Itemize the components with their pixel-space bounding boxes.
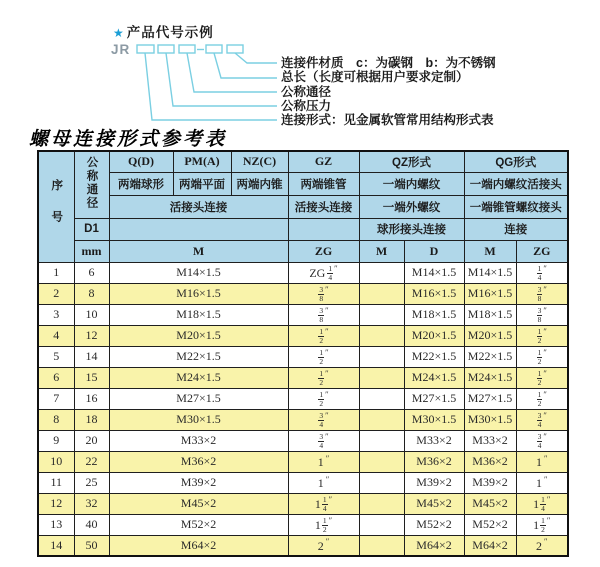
cell-thread-m: M39×2 xyxy=(109,472,288,493)
cell-seq: 7 xyxy=(38,388,74,409)
cell-dn-mm: 16 xyxy=(74,388,109,409)
cell-qz-m xyxy=(359,535,404,556)
cell-qz-d: M30×1.5 xyxy=(404,409,464,430)
cell-qg-zg: $\frac{1}{2}$ ″ xyxy=(516,346,568,367)
cell-dn-mm: 18 xyxy=(74,409,109,430)
header-spherical-joint: 球形接头连接 xyxy=(359,218,464,240)
cell-gz-zg: $\frac{1}{2}$ ″ xyxy=(288,346,359,367)
product-code-prefix: JR xyxy=(111,42,131,57)
cell-dn-mm: 25 xyxy=(74,472,109,493)
cell-qg-zg: 1 $\frac{1}{4}$ ″ xyxy=(516,493,568,514)
cell-qg-m: M18×1.5 xyxy=(464,304,516,325)
cell-thread-m: M20×1.5 xyxy=(109,325,288,346)
cell-qz-m xyxy=(359,388,404,409)
cell-qz-d: M24×1.5 xyxy=(404,367,464,388)
header-nominal-text: 公称通径 xyxy=(85,156,98,211)
header-empty-gz xyxy=(288,218,359,240)
header-ends-qz: 一端内螺纹 xyxy=(359,172,464,195)
table-title: 螺母连接形式参考表 xyxy=(29,129,228,150)
cell-gz-zg: 1 $\frac{1}{4}$ ″ xyxy=(288,493,359,514)
cell-qg-m: M22×1.5 xyxy=(464,346,516,367)
header-external-thread: 一端外螺纹 xyxy=(359,195,464,218)
cell-seq: 13 xyxy=(38,514,74,535)
cell-qz-m xyxy=(359,367,404,388)
cell-dn-mm: 40 xyxy=(74,514,109,535)
cell-dn-mm: 32 xyxy=(74,493,109,514)
header-union-connection-gz: 活接头连接 xyxy=(288,195,359,218)
header-group-qd: Q(D) xyxy=(109,151,173,172)
header-group-pma: PM(A) xyxy=(173,151,231,172)
cell-qz-m xyxy=(359,409,404,430)
header-seq-text: 序号 xyxy=(50,178,63,242)
cell-qz-d: M52×2 xyxy=(404,514,464,535)
code-box-2 xyxy=(158,45,174,53)
cell-gz-zg: 1 ″ xyxy=(288,451,359,472)
cell-qz-d: M22×1.5 xyxy=(404,346,464,367)
connector-pressure xyxy=(166,53,277,106)
cell-gz-zg: $\frac{3}{8}$ ″ xyxy=(288,283,359,304)
cell-dn-mm: 50 xyxy=(74,535,109,556)
header-unit-qg-m: M xyxy=(464,240,516,262)
cell-seq: 1 xyxy=(38,262,74,283)
label-connection-form: 连接形式：见金属软管常用结构形式表 xyxy=(281,113,494,127)
cell-dn-mm: 14 xyxy=(74,346,109,367)
cell-qg-zg: $\frac{3}{8}$ ″ xyxy=(516,283,568,304)
cell-qg-zg: $\frac{1}{2}$ ″ xyxy=(516,367,568,388)
cell-qg-m: M27×1.5 xyxy=(464,388,516,409)
cell-gz-zg: $\frac{1}{2}$ ″ xyxy=(288,325,359,346)
cell-qz-d: M18×1.5 xyxy=(404,304,464,325)
cell-qz-m xyxy=(359,472,404,493)
header-unit-qz-d: D xyxy=(404,240,464,262)
cell-qz-m xyxy=(359,514,404,535)
cell-qg-m: M30×1.5 xyxy=(464,409,516,430)
table-row xyxy=(38,346,568,367)
cell-seq: 14 xyxy=(38,535,74,556)
cell-qz-m xyxy=(359,304,404,325)
cell-dn-mm: 22 xyxy=(74,451,109,472)
cell-qz-m xyxy=(359,451,404,472)
header-taper-thread-joint: 一端锥管螺纹接头 xyxy=(464,195,568,218)
cell-gz-zg: 2 ″ xyxy=(288,535,359,556)
table-row xyxy=(38,472,568,493)
cell-qz-m xyxy=(359,262,404,283)
header-ends-nzc: 两端内锥 xyxy=(231,172,288,195)
code-box-1 xyxy=(137,45,154,53)
cell-qg-m: M14×1.5 xyxy=(464,262,516,283)
table-row xyxy=(38,262,568,283)
header-group-qg: QG形式 xyxy=(464,151,568,172)
header-group-qz: QZ形式 xyxy=(359,151,464,172)
header-connection: 连接 xyxy=(464,218,568,240)
cell-dn-mm: 20 xyxy=(74,430,109,451)
cell-seq: 10 xyxy=(38,451,74,472)
cell-qg-m: M39×2 xyxy=(464,472,516,493)
cell-gz-zg: ZG $\frac{1}{4}$ ″ xyxy=(288,262,359,283)
cell-gz-zg: 1 ″ xyxy=(288,472,359,493)
cell-thread-m: M24×1.5 xyxy=(109,367,288,388)
cell-gz-zg: 1 $\frac{1}{2}$ ″ xyxy=(288,514,359,535)
header-empty-left xyxy=(109,218,288,240)
table-row xyxy=(38,304,568,325)
cell-qg-m: M24×1.5 xyxy=(464,367,516,388)
header-unit-qz-m: M xyxy=(359,240,404,262)
cell-qz-d: M16×1.5 xyxy=(404,283,464,304)
cell-thread-m: M52×2 xyxy=(109,514,288,535)
header-nominal-diameter xyxy=(74,151,109,218)
header-seq xyxy=(38,151,74,262)
cell-qz-m xyxy=(359,430,404,451)
cell-qg-zg: $\frac{1}{2}$ ″ xyxy=(516,388,568,409)
header-unit-m: M xyxy=(109,240,288,262)
cell-qz-m xyxy=(359,325,404,346)
cell-qg-m: M20×1.5 xyxy=(464,325,516,346)
header-mm: mm xyxy=(74,240,109,262)
cell-qg-zg: 2 ″ xyxy=(516,535,568,556)
header-group-nzc: NZ(C) xyxy=(231,151,288,172)
header-group-gz: GZ xyxy=(288,151,359,172)
table-row xyxy=(38,493,568,514)
cell-qg-zg: $\frac{1}{2}$ ″ xyxy=(516,325,568,346)
cell-qg-m: M33×2 xyxy=(464,430,516,451)
cell-dn-mm: 12 xyxy=(74,325,109,346)
cell-seq: 12 xyxy=(38,493,74,514)
table-row xyxy=(38,535,568,556)
label-nominal-pressure: 公称压力 xyxy=(281,99,332,113)
cell-seq: 3 xyxy=(38,304,74,325)
cell-qg-m: M36×2 xyxy=(464,451,516,472)
cell-dn-mm: 10 xyxy=(74,304,109,325)
cell-qz-d: M36×2 xyxy=(404,451,464,472)
cell-thread-m: M36×2 xyxy=(109,451,288,472)
cell-seq: 11 xyxy=(38,472,74,493)
code-box-5 xyxy=(227,45,243,53)
cell-thread-m: M22×1.5 xyxy=(109,346,288,367)
label-total-length: 总长（长度可根据用户要求定制） xyxy=(281,70,469,84)
table-body xyxy=(38,262,568,556)
cell-qg-zg: 1 $\frac{1}{2}$ ″ xyxy=(516,514,568,535)
label-material: 连接件材质 c：为碳钢 b：为不锈钢 xyxy=(281,56,496,70)
connector-length xyxy=(214,53,277,78)
cell-seq: 4 xyxy=(38,325,74,346)
cell-qg-zg: $\frac{3}{4}$ ″ xyxy=(516,430,568,451)
cell-qz-m xyxy=(359,346,404,367)
table-row xyxy=(38,388,568,409)
cell-qg-zg: 1 ″ xyxy=(516,472,568,493)
cell-qz-m xyxy=(359,493,404,514)
header-unit-qg-zg: ZG xyxy=(516,240,568,262)
cell-thread-m: M27×1.5 xyxy=(109,388,288,409)
star-icon: ★ xyxy=(113,26,125,40)
cell-dn-mm: 6 xyxy=(74,262,109,283)
cell-qz-d: M64×2 xyxy=(404,535,464,556)
table-row xyxy=(38,367,568,388)
table-row xyxy=(38,409,568,430)
cell-seq: 2 xyxy=(38,283,74,304)
table-row xyxy=(38,283,568,304)
table-row xyxy=(38,514,568,535)
header-d1: D1 xyxy=(74,218,109,240)
cell-qz-d: M20×1.5 xyxy=(404,325,464,346)
header-ends-pma: 两端平面 xyxy=(173,172,231,195)
table-row xyxy=(38,451,568,472)
cell-gz-zg: $\frac{1}{2}$ ″ xyxy=(288,388,359,409)
cell-qz-d: M39×2 xyxy=(404,472,464,493)
table-header xyxy=(38,151,568,262)
cell-thread-m: M16×1.5 xyxy=(109,283,288,304)
cell-gz-zg: $\frac{1}{2}$ ″ xyxy=(288,367,359,388)
connector-material xyxy=(235,53,277,63)
cell-dn-mm: 15 xyxy=(74,367,109,388)
cell-seq: 9 xyxy=(38,430,74,451)
cell-qz-d: M14×1.5 xyxy=(404,262,464,283)
header-unit-zg: ZG xyxy=(288,240,359,262)
diagram-heading xyxy=(113,21,214,41)
cell-qg-m: M64×2 xyxy=(464,535,516,556)
cell-qg-m: M16×1.5 xyxy=(464,283,516,304)
cell-seq: 5 xyxy=(38,346,74,367)
header-ends-qg: 一端内螺纹活接头 xyxy=(464,172,568,195)
cell-seq: 6 xyxy=(38,367,74,388)
header-ends-gz: 两端锥管 xyxy=(288,172,359,195)
table-row xyxy=(38,430,568,451)
cell-qz-d: M33×2 xyxy=(404,430,464,451)
cell-qz-d: M27×1.5 xyxy=(404,388,464,409)
code-box-4 xyxy=(206,45,222,53)
cell-thread-m: M30×1.5 xyxy=(109,409,288,430)
cell-qg-zg: $\frac{3}{8}$ ″ xyxy=(516,304,568,325)
diagram-heading-text: 产品代号示例 xyxy=(126,25,214,40)
cell-qz-d: M45×2 xyxy=(404,493,464,514)
cell-thread-m: M45×2 xyxy=(109,493,288,514)
nut-connection-reference-table xyxy=(37,150,569,557)
cell-thread-m: M64×2 xyxy=(109,535,288,556)
cell-thread-m: M14×1.5 xyxy=(109,262,288,283)
cell-dn-mm: 8 xyxy=(74,283,109,304)
cell-gz-zg: $\frac{3}{4}$ ″ xyxy=(288,409,359,430)
cell-seq: 8 xyxy=(38,409,74,430)
code-box-3 xyxy=(179,45,195,53)
cell-qg-m: M45×2 xyxy=(464,493,516,514)
connector-diameter xyxy=(187,53,277,92)
cell-gz-zg: $\frac{3}{8}$ ″ xyxy=(288,304,359,325)
header-ends-qd: 两端球形 xyxy=(109,172,173,195)
cell-thread-m: M33×2 xyxy=(109,430,288,451)
cell-qz-m xyxy=(359,283,404,304)
table-row xyxy=(38,325,568,346)
cell-qg-m: M52×2 xyxy=(464,514,516,535)
cell-qg-zg: $\frac{3}{4}$ ″ xyxy=(516,409,568,430)
cell-gz-zg: $\frac{3}{4}$ ″ xyxy=(288,430,359,451)
label-nominal-diameter: 公称通径 xyxy=(281,85,332,99)
cell-qg-zg: $\frac{1}{4}$ ″ xyxy=(516,262,568,283)
header-union-connection: 活接头连接 xyxy=(109,195,288,218)
cell-qg-zg: 1 ″ xyxy=(516,451,568,472)
cell-thread-m: M18×1.5 xyxy=(109,304,288,325)
